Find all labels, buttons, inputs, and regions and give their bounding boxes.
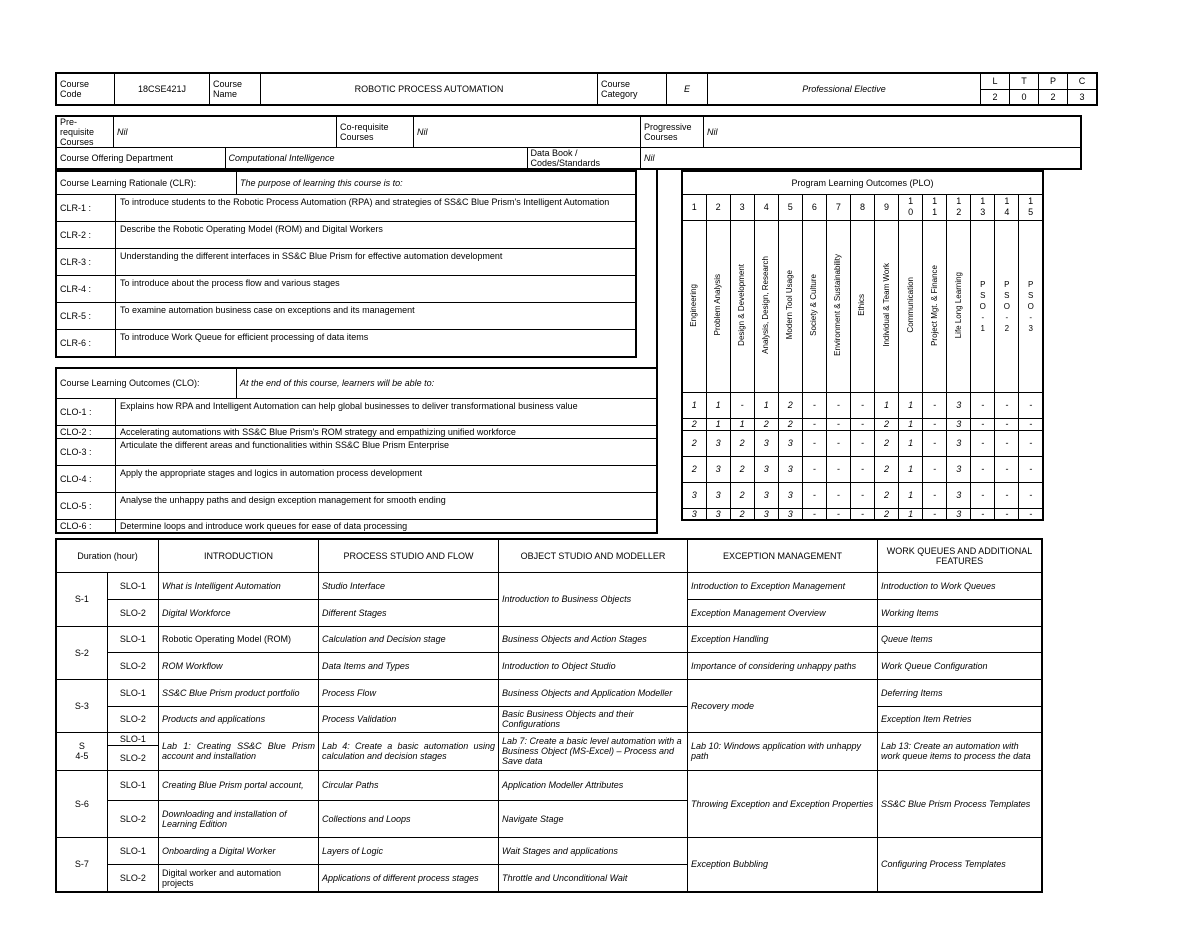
plo-value: - [923,482,947,508]
cell-intro-r11: Onboarding a Digital Worker [159,837,319,864]
plo-number: 1 5 [1019,194,1043,220]
session-s6: S-6 [56,770,107,837]
course-code-label: Course Code [56,73,115,105]
hdr-work-queues: WORK QUEUES AND ADDITIONAL FEATURES [878,539,1043,572]
plo-value: - [826,392,850,418]
plo-value: 2 [875,430,899,456]
cell-wq-r9: SS&C Blue Prism Process Templates [878,770,1043,837]
clo-6-text: Determine loops and introduce work queues for ease of data processing [120,520,408,531]
cell-process-r3: Calculation and Decision stage [319,626,499,652]
slo-label: SLO-2 [107,599,158,626]
plo-value: - [850,392,874,418]
ltpc-label-t: T [1010,73,1039,89]
clo-3-text: Articulate the different areas and functionalities within SS&C Blue Prism Enterprise [120,439,449,450]
plo-value: 2 [730,456,754,482]
plo-value: 2 [682,456,706,482]
clr-5-text: To examine automation business case on exceptions and its management [120,304,415,315]
plo-value: 1 [706,418,730,430]
clr-1-label: CLR-1 : [57,195,116,221]
plo-value: 2 [730,482,754,508]
plo-number: 7 [826,194,850,220]
slo-label: SLO-1 [107,770,158,800]
cell-object-lab: Lab 7: Create a basic level automation with a Business Object (MS-Excel) – Process and Save data [499,732,688,770]
slo-label: SLO-1 [107,572,158,599]
cell-object-r1: Introduction to Business Objects [499,572,688,626]
cell-process-lab: Lab 4: Create a basic automation using calculation and decision stages [319,732,499,770]
plo-value: - [1019,482,1043,508]
slo-label: SLO-2 [107,800,158,837]
dept-label: Course Offering Department [56,148,225,170]
plo-number: 1 [682,194,706,220]
plo-name: Life Long Learning [953,271,963,339]
slo-label: SLO-1 [107,837,158,864]
plo-value: 1 [899,430,923,456]
clo-4-text: Apply the appropriate stages and logics in automation process development [120,467,423,478]
clo-2-label: CLO-2 : [57,426,116,438]
plo-value: - [802,392,826,418]
plo-value: - [971,482,995,508]
slo-label: SLO-2 [107,864,158,892]
coreq-label: Co-requisite Courses [337,116,414,148]
plo-value: - [1019,456,1043,482]
plo-number: 3 [730,194,754,220]
cell-process-r5: Process Flow [319,679,499,706]
hdr-duration: Duration (hour) [56,539,159,572]
cell-intro-r9: Creating Blue Prism portal account, [159,770,319,800]
cell-exception-r4: Importance of considering unhappy paths [688,652,878,679]
plo-name: Engineering [689,283,699,327]
cell-process-r9: Circular Paths [319,770,499,800]
plo-value: - [802,456,826,482]
plo-value: 1 [899,392,923,418]
plo-value: - [1019,430,1043,456]
plo-value: 1 [682,392,706,418]
plo-table [681,170,1044,521]
plo-value: 3 [947,430,971,456]
plo-name: Communication [905,277,915,333]
plo-name: Ethics [857,294,867,316]
slo-label: SLO-2 [107,652,158,679]
plo-name: Analysis, Design, Research [761,256,771,354]
clo-3-label: CLO-3 : [57,439,116,465]
plo-value: 2 [778,418,802,430]
plo-name: Modern Tool Usage [785,270,795,340]
plo-value: 3 [778,508,802,520]
cell-process-r2: Different Stages [319,599,499,626]
databook-label: Data Book / Codes/Standards [527,148,641,170]
clo-5-text: Analyse the unhappy paths and design exception management for smooth ending [120,494,446,505]
plo-value: - [971,430,995,456]
cell-object-r3: Business Objects and Action Stages [499,626,688,652]
cell-intro-r4: ROM Workflow [159,652,319,679]
plo-number: 4 [754,194,778,220]
plo-value: 3 [706,508,730,520]
plo-name: Society & Culture [809,274,819,336]
cell-intro-r6: Products and applications [159,706,319,732]
plo-value: 1 [875,392,899,418]
cell-process-r4: Data Items and Types [319,652,499,679]
plo-value: 1 [730,418,754,430]
plo-value: - [995,508,1019,520]
plo-value: - [850,456,874,482]
plo-value: - [923,430,947,456]
plo-value: - [923,418,947,430]
cell-exception-r3: Exception Handling [688,626,878,652]
cell-exception-r11: Exception Bubbling [688,837,878,892]
cell-wq-r2: Working Items [878,599,1043,626]
progressive-value: Nil [704,116,1082,148]
plo-value: - [1019,392,1043,418]
clr-2-label: CLR-2 : [57,222,116,248]
cell-exception-lab: Lab 10: Windows application with unhappy path [688,732,878,770]
clr-4-text: To introduce about the process flow and various stages [120,277,340,288]
cell-object-r5: Business Objects and Application Modeller [499,679,688,706]
clr-1-text: To introduce students to the Robotic Process Automation (RPA) and strategies of SS&C Blue Prism's Intelligent Automation [120,196,610,207]
session-s7: S-7 [56,837,107,892]
plo-value: 1 [754,392,778,418]
plo-name: Environment & Sustainability [833,254,843,356]
category-name: Professional Elective [708,73,981,105]
plo-value: - [971,456,995,482]
slo-label: SLO-2 [107,706,158,732]
plo-value: 2 [682,418,706,430]
course-code: 18CSE421J [115,73,210,105]
plo-value: - [802,508,826,520]
cell-object-r9: Application Modeller Attributes [499,770,688,800]
plo-value: 3 [754,456,778,482]
plo-value: - [971,418,995,430]
dept-value: Computational Intelligence [225,148,527,170]
plo-value: - [850,430,874,456]
cell-object-r6: Basic Business Objects and their Configurations [499,706,688,732]
plo-value: 3 [682,508,706,520]
cell-intro-r5: SS&C Blue Prism product portfolio [159,679,319,706]
schedule-table [55,538,1043,893]
plo-value: - [850,508,874,520]
plo-value: - [995,392,1019,418]
plo-value: 1 [899,482,923,508]
plo-value: 3 [947,456,971,482]
plo-name: Project Mgt. & Finance [929,264,939,346]
ltpc-label-l: L [981,73,1010,89]
progressive-label: Progressive Courses [641,116,704,148]
course-header-table [55,72,1098,106]
cell-wq-r1: Introduction to Work Queues [878,572,1043,599]
cell-exception-r5: Recovery mode [688,679,878,732]
prereq-label: Pre-requisite Courses [56,116,114,148]
clo-4-label: CLO-4 : [57,466,116,492]
session-s45: S 4-5 [56,732,107,770]
plo-value: 1 [899,418,923,430]
plo-value: - [826,482,850,508]
ltpc-value-p: 2 [1039,89,1068,105]
session-s2: S-2 [56,626,107,679]
clr-5-label: CLR-5 : [57,303,116,329]
plo-value: 3 [947,418,971,430]
coreq-value: Nil [414,116,641,148]
ltpc-value-c: 3 [1068,89,1098,105]
plo-value: 2 [875,508,899,520]
plo-value: 3 [706,456,730,482]
cell-process-r11: Layers of Logic [319,837,499,864]
ltpc-label-c: C [1068,73,1098,89]
session-s3: S-3 [56,679,107,732]
clr-4-label: CLR-4 : [57,276,116,302]
plo-value: 3 [706,482,730,508]
plo-value: - [826,418,850,430]
plo-value: 1 [706,392,730,418]
cell-intro-r10: Downloading and installation of Learning Edition [159,800,319,837]
plo-name: Problem Analysis [713,274,723,336]
plo-value: - [995,482,1019,508]
cell-intro-r3: Robotic Operating Model (ROM) [159,626,319,652]
clr-2-text: Describe the Robotic Operating Model (ROM) and Digital Workers [120,223,383,234]
plo-value: - [1019,508,1043,520]
plo-value: - [802,418,826,430]
clo-6-label: CLO-6 : [57,520,116,532]
ltpc-value-t: 0 [1010,89,1039,105]
plo-number: 5 [778,194,802,220]
plo-number: 2 [706,194,730,220]
slo-label: SLO-1 [107,679,158,706]
plo-name: Design & Development [737,264,747,346]
ltpc-label-p: P [1039,73,1068,89]
plo-value: - [802,430,826,456]
databook-value: Nil [641,148,1082,170]
plo-value: 3 [778,456,802,482]
cell-wq-r5: Deferring Items [878,679,1043,706]
plo-value: 2 [875,482,899,508]
plo-value: 2 [730,508,754,520]
plo-number: 1 0 [899,194,923,220]
plo-value: - [995,456,1019,482]
cell-intro-r2: Digital Workforce [159,599,319,626]
plo-number: 8 [850,194,874,220]
plo-value: - [923,508,947,520]
plo-value: 1 [899,508,923,520]
session-s1: S-1 [56,572,107,626]
plo-value: - [995,418,1019,430]
slo-label: SLO-1 [107,626,158,652]
clo-2-text: Accelerating automations with SS&C Blue Prism's ROM strategy and empathizing unified workforce [120,426,516,437]
clo-1-text: Explains how RPA and Intelligent Automation can help global businesses to deliver transformational business value [120,400,578,411]
clo-title: Course Learning Outcomes (CLO): [56,368,237,398]
prerequisite-table [55,115,1082,170]
hdr-exception-mgmt: EXCEPTION MANAGEMENT [688,539,878,572]
plo-value: 2 [875,456,899,482]
clo-1-label: CLO-1 : [57,399,116,425]
cell-exception-r1: Introduction to Exception Management [688,572,878,599]
plo-value: - [730,392,754,418]
plo-value: 3 [778,430,802,456]
cell-exception-r2: Exception Management Overview [688,599,878,626]
cell-wq-r11: Configuring Process Templates [878,837,1043,892]
plo-value: - [850,418,874,430]
section-divider [656,168,658,530]
clr-3-text: Understanding the different interfaces in SS&C Blue Prism for effective automation development [120,250,503,261]
cell-object-r12: Throttle and Unconditional Wait [499,864,688,892]
cell-process-r1: Studio Interface [319,572,499,599]
hdr-object-studio: OBJECT STUDIO AND MODELLER [499,539,688,572]
plo-number: 1 4 [995,194,1019,220]
plo-value: 3 [947,482,971,508]
plo-value: - [923,456,947,482]
plo-value: 2 [754,418,778,430]
plo-name: P S O - 1 [979,279,986,333]
plo-number: 1 1 [923,194,947,220]
cell-intro-r1: What is Intelligent Automation [159,572,319,599]
plo-number: 1 2 [947,194,971,220]
cell-wq-lab: Lab 13: Create an automation with work queue items to process the data [878,732,1043,770]
plo-value: - [1019,418,1043,430]
prereq-value: Nil [114,116,337,148]
plo-value: 3 [947,508,971,520]
plo-number: 9 [875,194,899,220]
cell-process-r12: Applications of different process stages [319,864,499,892]
plo-value: - [802,482,826,508]
hdr-introduction: INTRODUCTION [159,539,319,572]
clr-6-text: To introduce Work Queue for efficient processing of data items [120,331,369,342]
plo-value: 3 [754,430,778,456]
plo-number: 6 [802,194,826,220]
cell-process-r10: Collections and Loops [319,800,499,837]
plo-value: 2 [682,430,706,456]
plo-value: 3 [706,430,730,456]
clo-5-label: CLO-5 : [57,493,116,519]
plo-value: - [850,482,874,508]
course-name: ROBOTIC PROCESS AUTOMATION [261,73,598,105]
clo-table [55,367,658,534]
plo-value: - [826,456,850,482]
cell-exception-r9: Throwing Exception and Exception Properties [688,770,878,837]
hdr-process-studio: PROCESS STUDIO AND FLOW [319,539,499,572]
plo-value: - [971,392,995,418]
slo-label: SLO-2 [107,745,158,770]
clr-3-label: CLR-3 : [57,249,116,275]
clr-6-label: CLR-6 : [57,330,116,356]
plo-value: - [826,508,850,520]
course-category-label: Course Category [598,73,667,105]
plo-value: - [826,430,850,456]
cell-intro-lab: Lab 1: Creating SS&C Blue Prism account and installation [159,732,319,770]
plo-value: 2 [875,418,899,430]
cell-object-r4: Introduction to Object Studio [499,652,688,679]
clr-intro: The purpose of learning this course is to: [237,171,637,194]
plo-name: Individual & Team Work [881,263,891,347]
slo-label: SLO-1 [107,732,158,745]
cell-object-r10: Navigate Stage [499,800,688,837]
cell-wq-r6: Exception Item Retries [878,706,1043,732]
plo-value: - [995,430,1019,456]
cell-wq-r4: Work Queue Configuration [878,652,1043,679]
plo-value: 3 [682,482,706,508]
course-name-label: Course Name [210,73,261,105]
plo-value: 1 [899,456,923,482]
plo-value: 2 [730,430,754,456]
plo-title: Program Learning Outcomes (PLO) [682,171,1043,194]
clr-title: Course Learning Rationale (CLR): [56,171,237,194]
ltpc-value-l: 2 [981,89,1010,105]
plo-value: - [923,392,947,418]
plo-value: - [971,508,995,520]
plo-number: 1 3 [971,194,995,220]
cell-wq-r3: Queue Items [878,626,1043,652]
plo-value: 3 [947,392,971,418]
plo-value: 2 [778,392,802,418]
plo-name: P S O - 3 [1027,279,1034,333]
plo-value: 3 [754,508,778,520]
plo-value: 3 [778,482,802,508]
plo-value: 3 [754,482,778,508]
cell-process-r6: Process Validation [319,706,499,732]
cell-intro-r12: Digital worker and automation projects [159,864,319,892]
clr-table [55,170,637,358]
clo-intro: At the end of this course, learners will be able to: [237,368,658,398]
plo-name: P S O - 2 [1003,279,1010,333]
cell-object-r11: Wait Stages and applications [499,837,688,864]
course-category: E [667,73,708,105]
